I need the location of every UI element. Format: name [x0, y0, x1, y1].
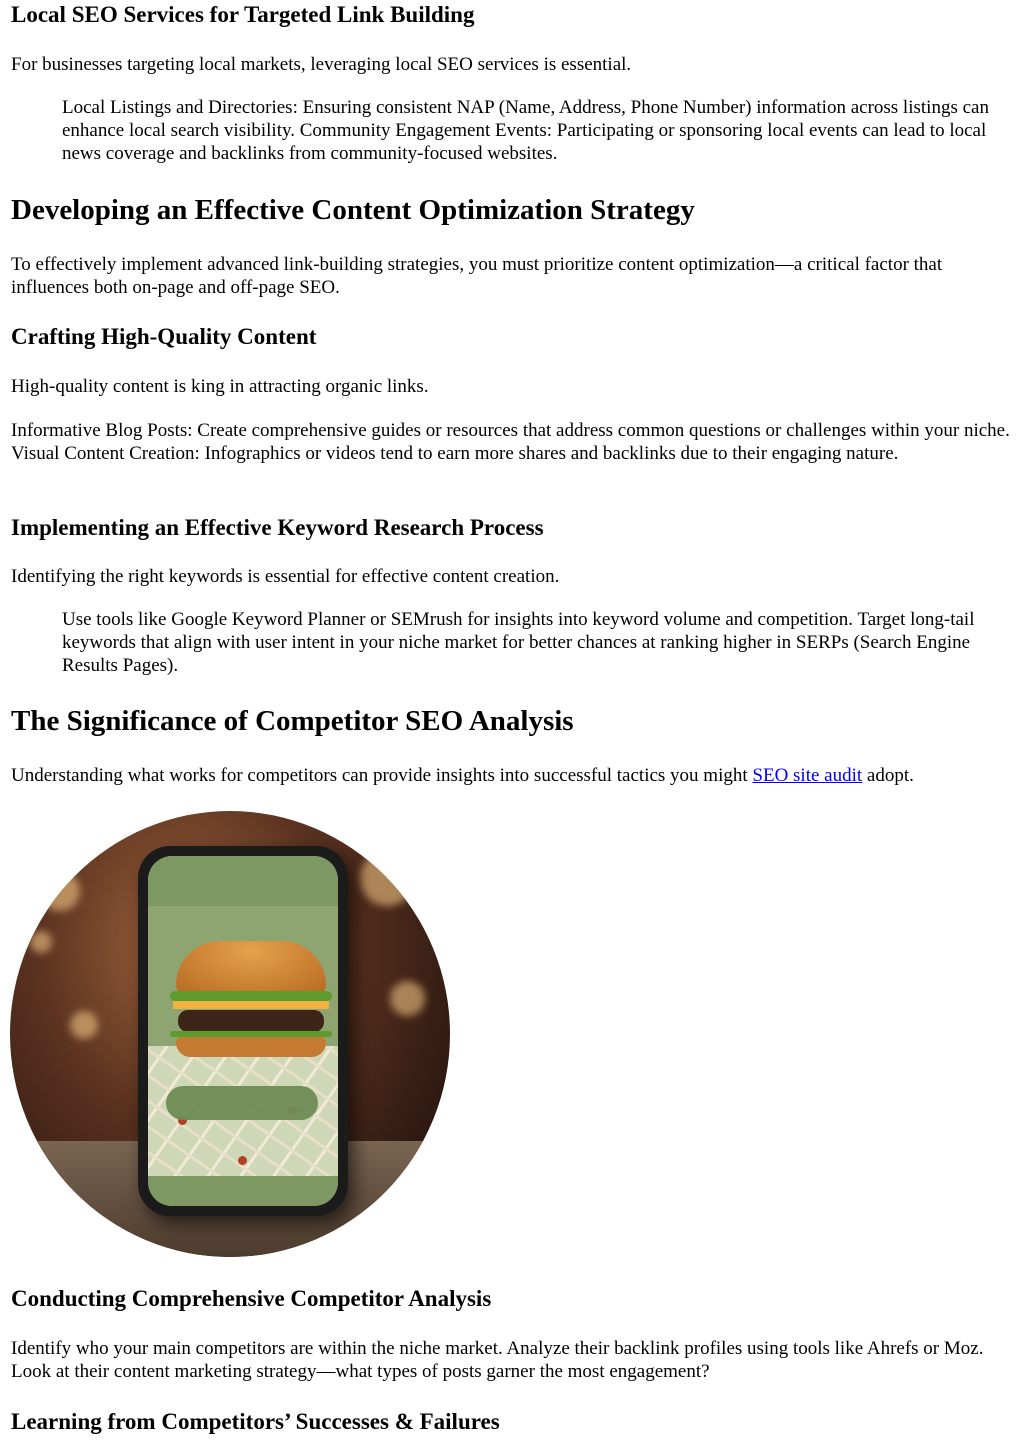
burger-image: [176, 941, 326, 1057]
burger-app-phone-image: [10, 811, 450, 1257]
paragraph-crafting-body: Informative Blog Posts: Create comprehensive guides or resources that address common questions or challenges within your niche. Visual Content Creation: Infographics or videos tend to earn more shares and backlinks due to their engaging nature.: [11, 420, 1010, 464]
heading-keyword-research: Implementing an Effective Keyword Research Process: [11, 515, 544, 540]
paragraph-conducting-analysis: Identify who your main competitors are within the niche market. Analyze their backlink profiles using tools like Ahrefs or Moz. Look at their content marketing strategy—what types of posts garner the most engagement?: [11, 1338, 984, 1382]
seo-site-audit-link[interactable]: SEO site audit: [752, 765, 863, 786]
blockquote-keyword-tools: Use tools like Google Keyword Planner or SEMrush for insights into keyword volume and competition. Target long-tail keywords that align with user intent in your niche market for better chances at ranking higher in SERPs (Search Engine Results Pages).: [62, 609, 975, 676]
app-nav-bar: [148, 1176, 338, 1206]
heading-conducting-analysis: Conducting Comprehensive Competitor Analysis: [11, 1286, 492, 1311]
smartphone: [138, 846, 348, 1216]
paragraph-text-before-link: Understanding what works for competitors can provide insights into successful tactics you might: [11, 765, 753, 786]
heading-crafting-content: Crafting High-Quality Content: [11, 324, 317, 349]
paragraph-text-after-link: adopt.: [862, 765, 914, 786]
blockquote-local-listings: Local Listings and Directories: Ensuring consistent NAP (Name, Address, Phone Number) information across listings can enhance local search visibility. Community Engagement Events: Participating or sponsoring local events can lead to local news coverage and backlinks from community-focused websites.: [62, 97, 989, 164]
app-header: [148, 856, 338, 906]
heading-local-seo: Local SEO Services for Targeted Link Building: [11, 2, 475, 27]
heading-content-optimization: Developing an Effective Content Optimization Strategy: [11, 194, 695, 226]
map-search-pill: [166, 1086, 318, 1120]
paragraph-crafting-intro: High-quality content is king in attracting organic links.: [11, 376, 429, 397]
heading-competitor-analysis-significance: The Significance of Competitor SEO Analysis: [11, 705, 574, 737]
paragraph-local-intro: For businesses targeting local markets, leveraging local SEO services is essential.: [11, 54, 632, 75]
paragraph-content-optimization: To effectively implement advanced link-building strategies, you must prioritize content optimization—a critical factor that influences both on-page and off-page SEO.: [11, 254, 943, 298]
heading-learning-from-competitors: Learning from Competitors’ Successes & Failures: [11, 1409, 500, 1434]
phone-screen: [148, 856, 338, 1206]
paragraph-keyword-intro: Identifying the right keywords is essential for effective content creation.: [11, 566, 560, 587]
paragraph-competitor-insights: [11, 764, 914, 787]
